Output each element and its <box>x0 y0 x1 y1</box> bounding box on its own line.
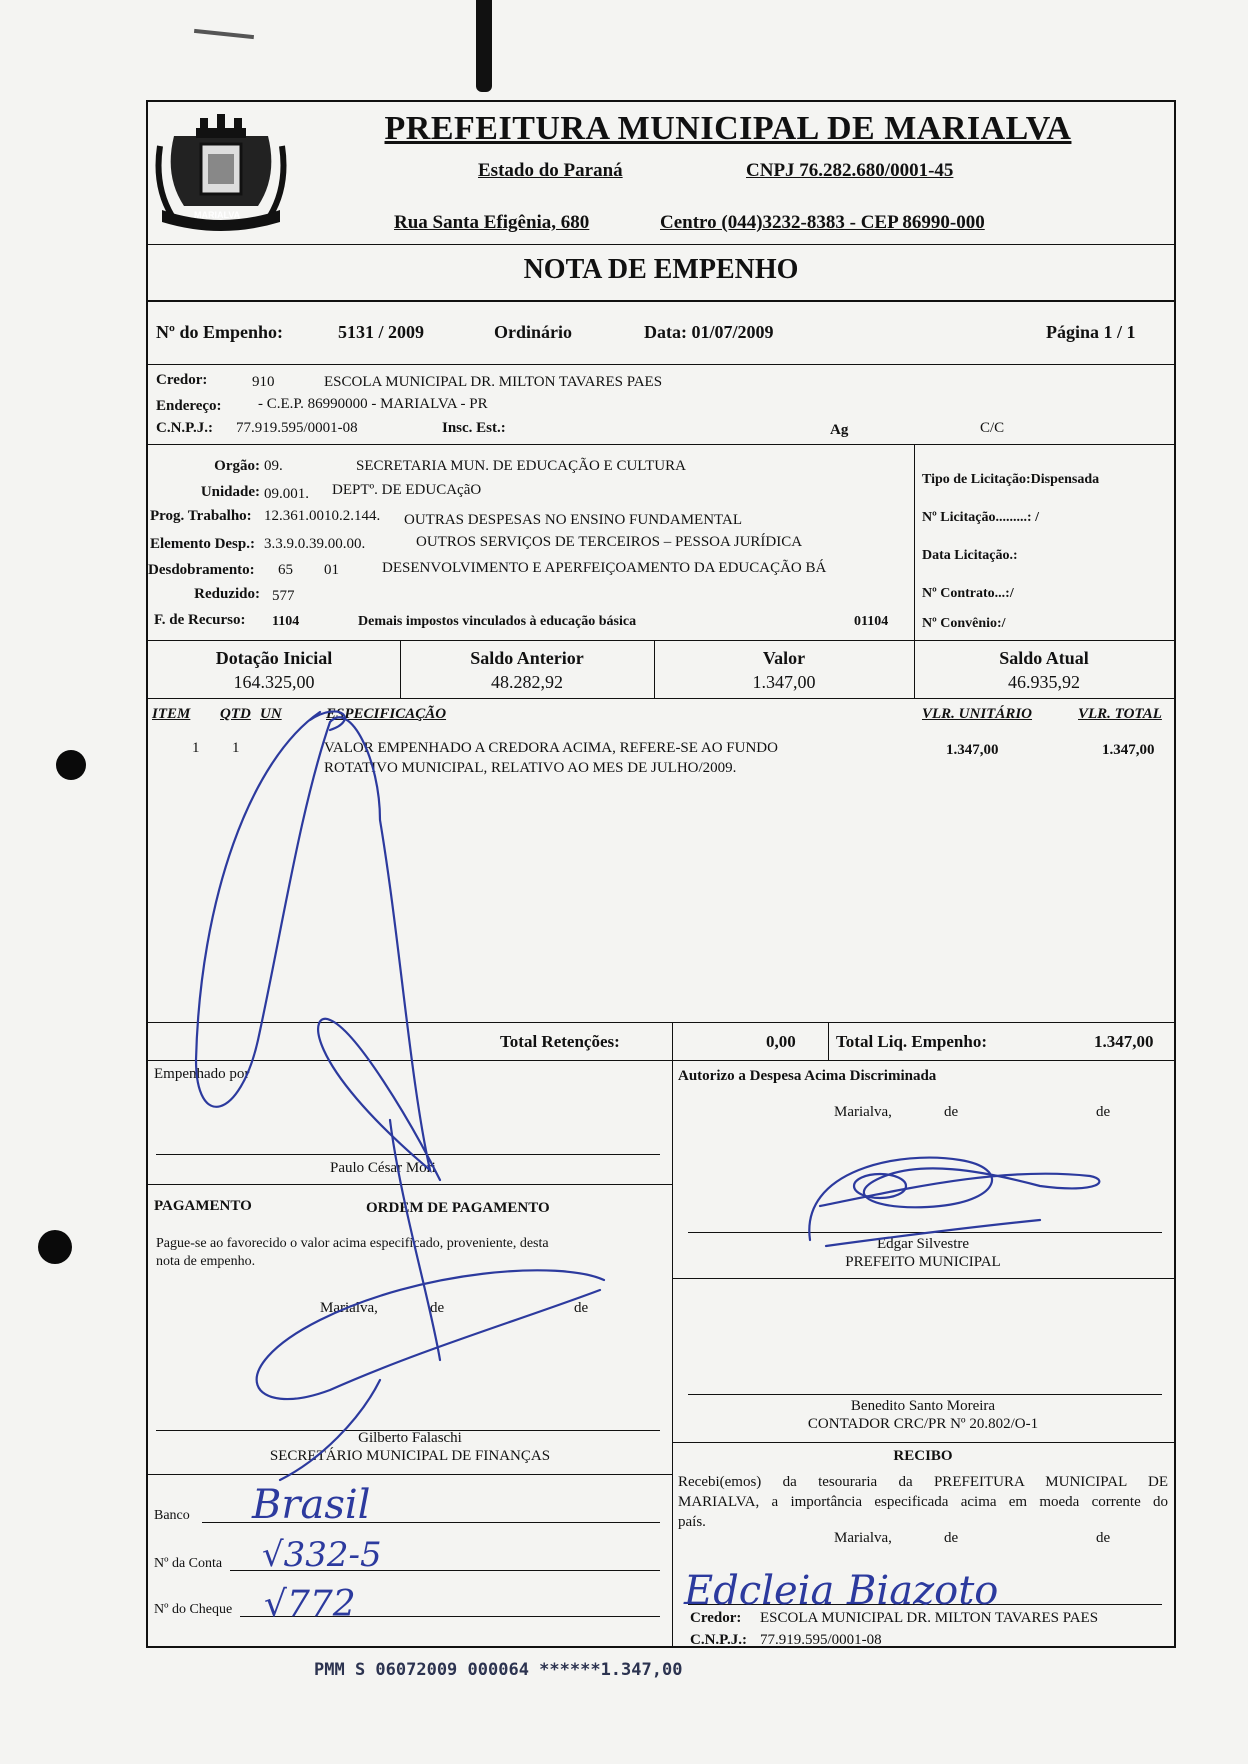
saldo-anterior-label: Saldo Anterior <box>470 648 584 668</box>
empenhado-por-signer: Paulo César Mori <box>330 1160 436 1176</box>
recibo-text-line2: MARIALVA, a importância especificada acima em moeda corrente do <box>678 1494 1168 1510</box>
credor-address: - C.E.P. 86990000 - MARIALVA - PR <box>258 396 488 412</box>
punch-hole-bottom <box>38 1230 72 1264</box>
recibo-cnpj-label: C.N.P.J.: <box>690 1632 747 1648</box>
autorizo-role: PREFEITO MUNICIPAL <box>845 1254 1001 1270</box>
unidade-name: DEPTº. DE EDUCAçãO <box>332 482 482 498</box>
crest-banner-text: MARIALVA <box>194 210 241 220</box>
mechanical-stamp: PMM S 06072009 000064 ******1.347,00 <box>314 1660 683 1680</box>
empenho-type: Ordinário <box>494 322 573 342</box>
col-item: ITEM <box>152 706 191 722</box>
empenho-number-label: Nº do Empenho: <box>156 322 283 342</box>
dotacao-inicial-label: Dotação Inicial <box>215 648 333 668</box>
numero-convenio: Nº Convênio:/ <box>922 616 1006 631</box>
numero-contrato: Nº Contrato...:/ <box>922 586 1014 601</box>
contador-role: CONTADOR CRC/PR Nº 20.802/O-1 <box>807 1416 1039 1432</box>
col-qtd: QTD <box>220 706 251 722</box>
unidade-label: Unidade: <box>200 484 260 500</box>
banco-handwritten: Brasil <box>252 1482 371 1528</box>
desdobramento-b: 01 <box>324 562 339 578</box>
saldo-atual-value: 46.935,92 <box>1008 672 1080 692</box>
dotacao-inicial-value: 164.325,00 <box>233 672 315 692</box>
item-spec-line1: VALOR EMPENHADO A CREDORA ACIMA, REFERE-SE AO FUNDO <box>324 740 778 756</box>
pagamento-text-line1: Pague-se ao favorecido o valor acima especificado, proveniente, desta <box>156 1236 549 1251</box>
pagamento-role: SECRETÁRIO MUNICIPAL DE FINANÇAS <box>269 1448 551 1464</box>
banco-label: Banco <box>154 1508 190 1523</box>
address-label: Endereço: <box>156 398 222 414</box>
recurso-code: 1104 <box>272 614 300 629</box>
autorizo-city: Marialva, <box>834 1104 892 1120</box>
recibo-label: RECIBO <box>893 1448 953 1464</box>
punch-hole-top <box>56 750 86 780</box>
desdobramento-name: DESENVOLVIMENTO E APERFEIÇOAMENTO DA EDUCAÇÃO BÁ <box>382 560 827 576</box>
item-vlr-total: 1.347,00 <box>1102 742 1155 758</box>
col-vlr-unitario: VLR. UNITÁRIO <box>922 706 1033 722</box>
state-name: Estado do Paraná <box>478 160 623 181</box>
reduzido-value: 577 <box>272 588 295 604</box>
scan-mark-small <box>194 29 254 39</box>
scan-mark <box>476 0 492 92</box>
total-retencoes-label: Total Retenções: <box>500 1032 620 1051</box>
ag-label: Ag <box>830 422 849 438</box>
recibo-credor-label: Credor: <box>690 1610 742 1626</box>
prog-trabalho-code: 12.361.0010.2.144. <box>264 508 381 524</box>
recurso-name: Demais impostos vinculados à educação básica <box>358 614 637 629</box>
total-liquido-value: 1.347,00 <box>1094 1032 1154 1051</box>
recurso-code-2: 01104 <box>854 614 889 629</box>
orgao-code: 09. <box>264 458 283 474</box>
autorizo-de2: de <box>1096 1104 1111 1120</box>
autorizo-signer: Edgar Silvestre <box>876 1236 970 1252</box>
ordem-pagamento-label: ORDEM DE PAGAMENTO <box>366 1200 550 1216</box>
numero-licitacao: Nº Licitação.........: / <box>922 510 1039 525</box>
item-qtd: 1 <box>232 740 240 756</box>
desdobramento-a: 65 <box>278 562 293 578</box>
elemento-code: 3.3.9.0.39.00.00. <box>264 536 366 552</box>
col-vlr-total: VLR. TOTAL <box>1078 706 1162 722</box>
item-vlr-unitario: 1.347,00 <box>946 742 999 758</box>
total-retencoes-value: 0,00 <box>766 1032 796 1051</box>
district-phone-cep: Centro (044)3232-8383 - CEP 86990-000 <box>660 212 985 233</box>
page-title: PREFEITURA MUNICIPAL DE MARIALVA <box>384 110 1072 147</box>
recibo-credor: ESCOLA MUNICIPAL DR. MILTON TAVARES PAES <box>760 1610 1099 1626</box>
prog-trabalho-name: OUTRAS DESPESAS NO ENSINO FUNDAMENTAL <box>404 512 742 528</box>
elemento-label: Elemento Desp.: <box>150 536 255 552</box>
col-un: UN <box>260 706 282 722</box>
total-liquido-label: Total Liq. Empenho: <box>836 1032 987 1051</box>
recibo-text-line1: Recebi(emos) da tesouraria da PREFEITURA MUNICIPAL DE <box>678 1474 1168 1490</box>
credor-label: Credor: <box>156 372 208 388</box>
nota-de-empenho-form <box>146 100 1176 1648</box>
recibo-city: Marialva, <box>834 1530 892 1546</box>
page-number: Página 1 / 1 <box>1046 322 1136 342</box>
document-title: NOTA DE EMPENHO <box>523 254 799 285</box>
recibo-de1: de <box>944 1530 959 1546</box>
autorizo-de1: de <box>944 1104 959 1120</box>
conta-label: Nº da Conta <box>154 1556 223 1571</box>
credor-name: ESCOLA MUNICIPAL DR. MILTON TAVARES PAES <box>324 374 663 390</box>
autorizo-label: Autorizo a Despesa Acima Discriminada <box>678 1068 937 1084</box>
item-number: 1 <box>192 740 200 756</box>
conta-handwritten: √332-5 <box>262 1535 382 1575</box>
elemento-name: OUTROS SERVIÇOS DE TERCEIROS – PESSOA JURÍDICA <box>416 534 803 550</box>
saldo-atual-label: Saldo Atual <box>999 648 1089 668</box>
col-especificacao: ESPECIFICAÇÃO <box>326 706 447 722</box>
orgao-name: SECRETARIA MUN. DE EDUCAÇÃO E CULTURA <box>356 458 686 474</box>
credor-cnpj: 77.919.595/0001-08 <box>236 420 358 436</box>
cnpj-header: CNPJ 76.282.680/0001-45 <box>746 160 954 181</box>
cheque-label: Nº do Cheque <box>154 1602 233 1617</box>
reduzido-label: Reduzido: <box>194 586 260 602</box>
unidade-code: 09.001. <box>264 486 309 502</box>
recurso-label: F. de Recurso: <box>154 612 246 628</box>
recibo-text-line3: país. <box>678 1514 706 1530</box>
street-address: Rua Santa Efigênia, 680 <box>394 212 590 233</box>
orgao-label: Orgão: <box>214 458 260 474</box>
pagamento-de2: de <box>574 1300 589 1316</box>
valor-value: 1.347,00 <box>752 672 816 692</box>
pagamento-de1: de <box>430 1300 445 1316</box>
crest-logo <box>154 106 288 232</box>
cc-label: C/C <box>980 420 1005 436</box>
contador-signer: Benedito Santo Moreira <box>850 1398 996 1414</box>
recibo-handwritten-signature: Edcleia Biazoto <box>684 1568 999 1614</box>
recibo-cnpj: 77.919.595/0001-08 <box>760 1632 882 1648</box>
pagamento-text-line2: nota de empenho. <box>156 1254 256 1269</box>
data-licitacao: Data Licitação.: <box>922 548 1018 563</box>
empenho-date: Data: 01/07/2009 <box>644 322 774 342</box>
pagamento-signer: Gilberto Falaschi <box>358 1430 462 1446</box>
pagamento-city: Marialva, <box>320 1300 378 1316</box>
desdobramento-label: Desdobramento: <box>148 562 255 578</box>
pagamento-label: PAGAMENTO <box>154 1198 252 1214</box>
insc-est-label: Insc. Est.: <box>442 420 506 436</box>
recibo-de2: de <box>1096 1530 1111 1546</box>
cheque-handwritten: √772 <box>264 1584 356 1625</box>
saldo-anterior-value: 48.282,92 <box>491 672 563 692</box>
empenho-number: 5131 / 2009 <box>338 322 425 342</box>
credor-code: 910 <box>252 374 275 390</box>
tipo-licitacao: Tipo de Licitação:Dispensada <box>922 472 1100 487</box>
empenhado-por-label: Empenhado por <box>154 1066 250 1082</box>
valor-label: Valor <box>762 648 806 668</box>
cnpj-label: C.N.P.J.: <box>156 420 213 436</box>
item-spec-line2: ROTATIVO MUNICIPAL, RELATIVO AO MES DE JULHO/2009. <box>324 760 737 776</box>
prog-trabalho-label: Prog. Trabalho: <box>150 508 252 524</box>
